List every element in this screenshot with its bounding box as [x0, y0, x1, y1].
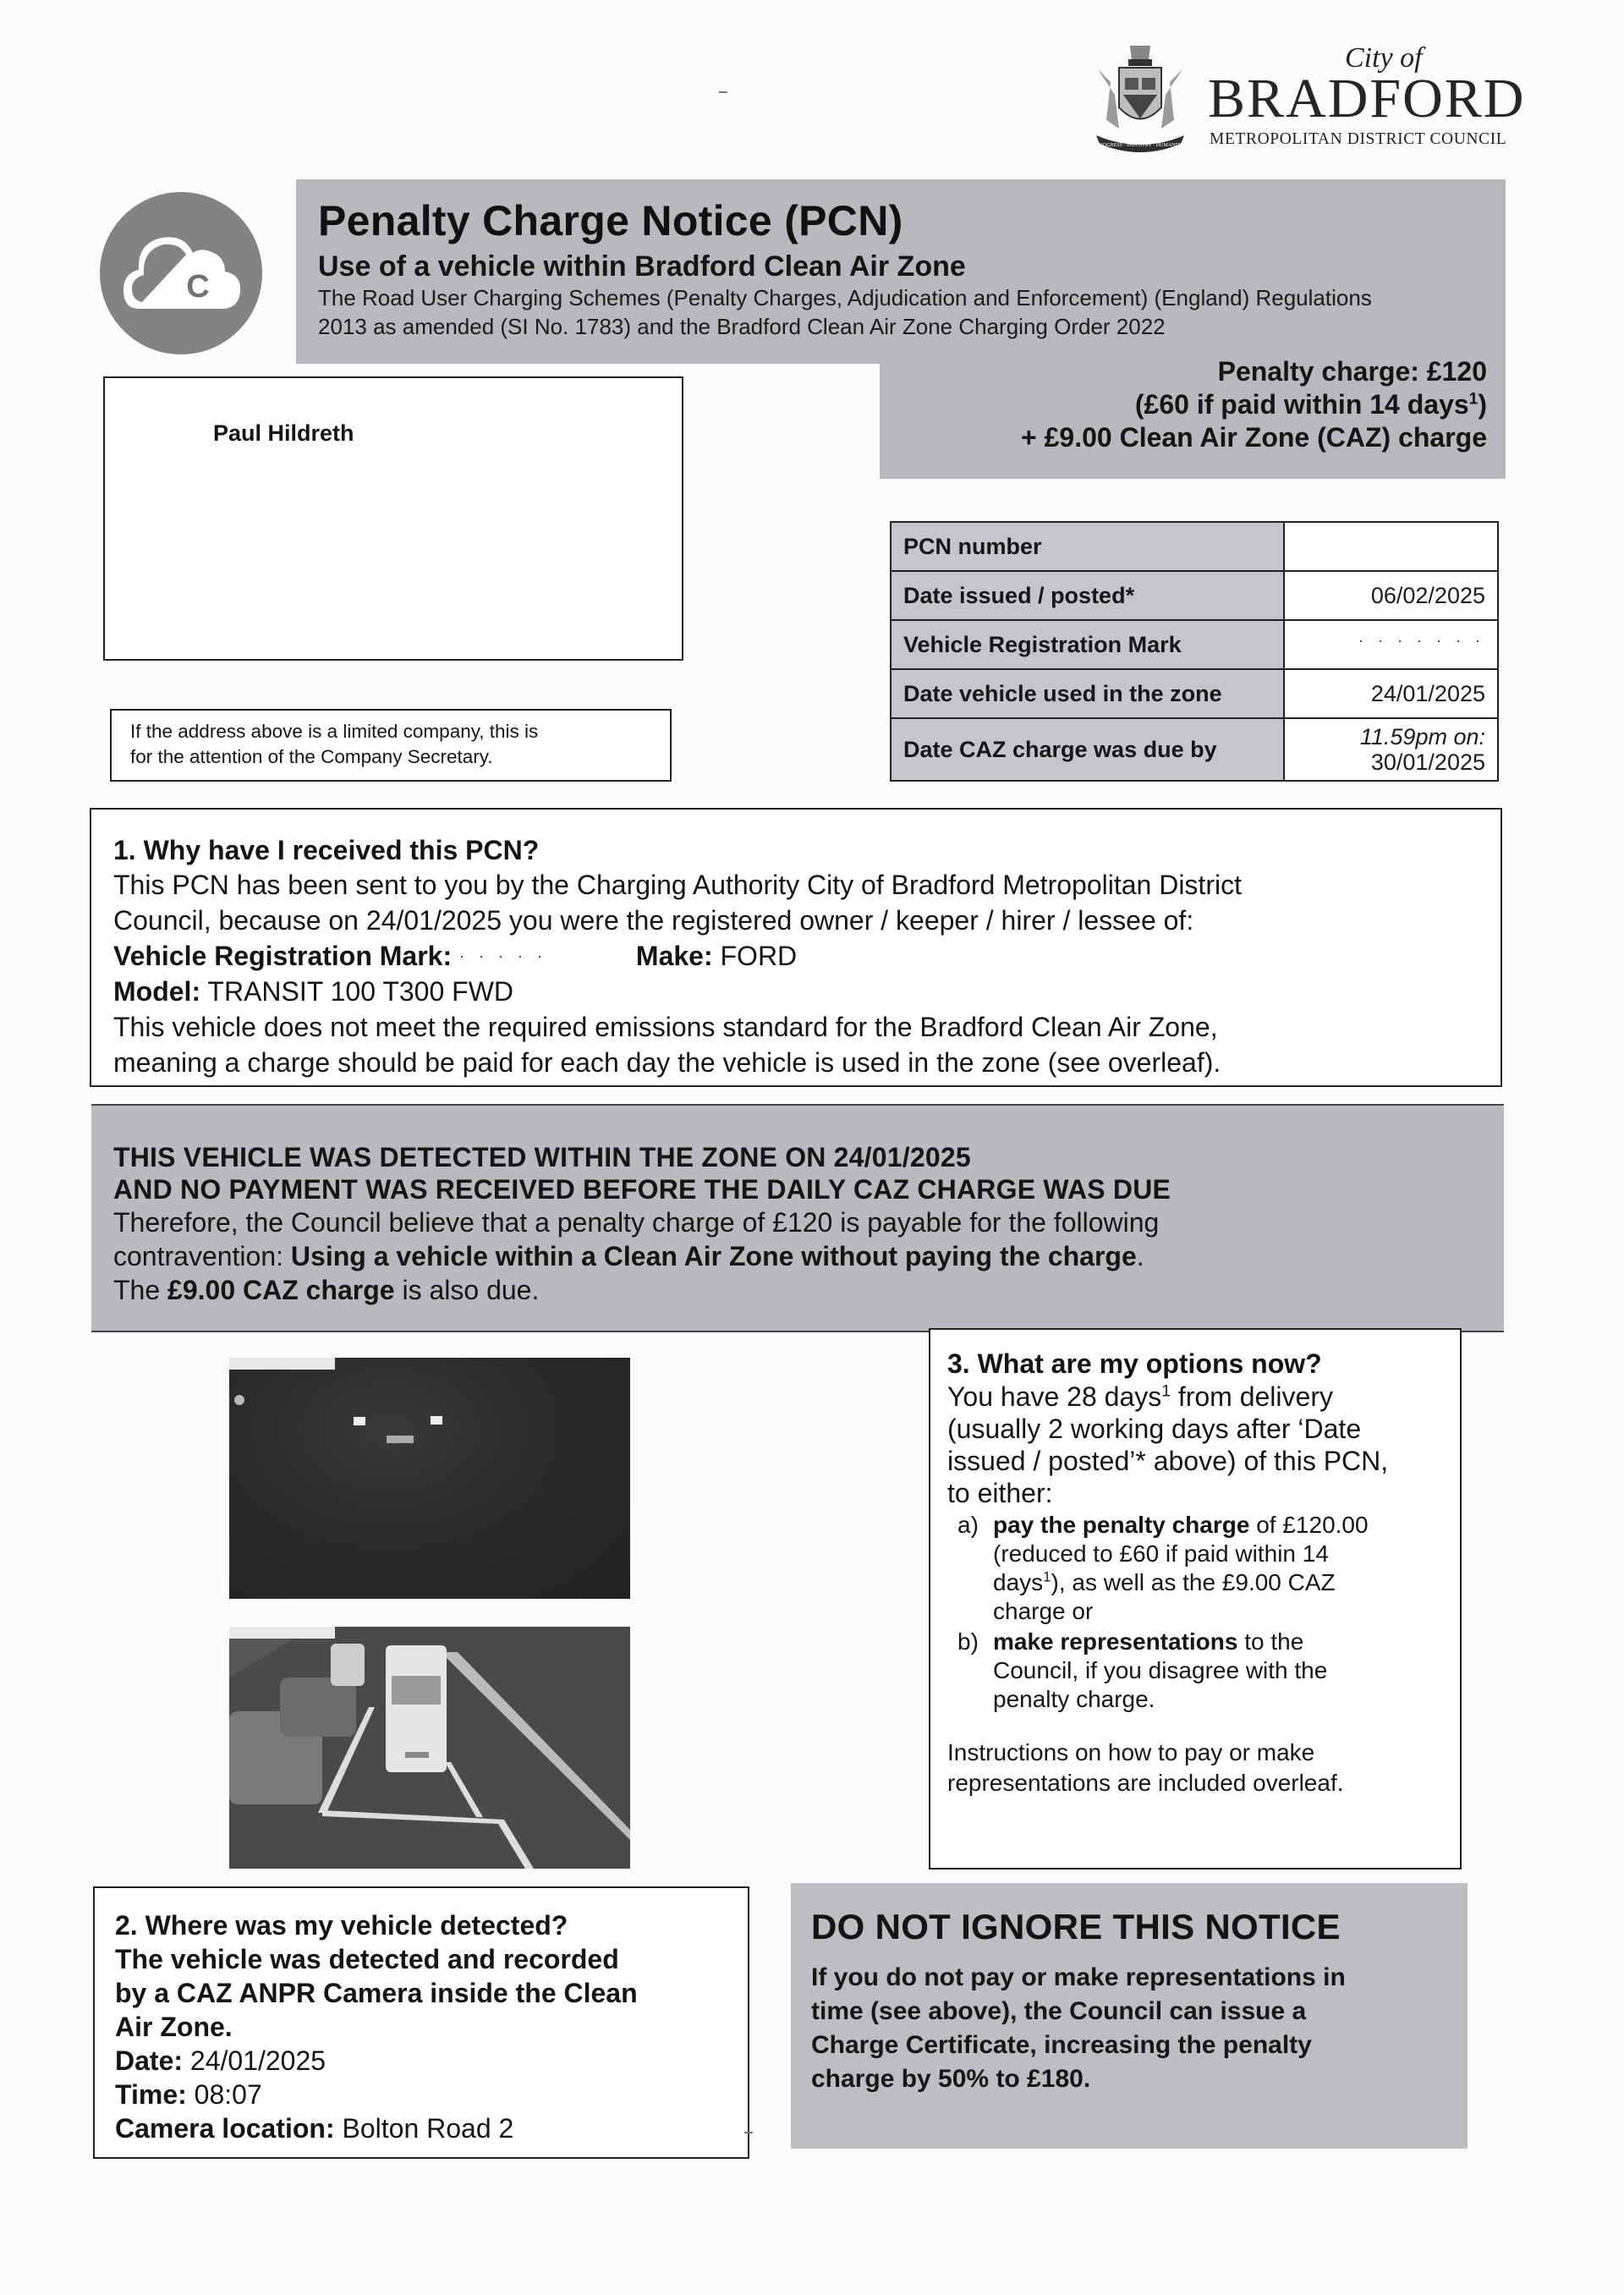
- vrm-label: Vehicle Registration Mark: [891, 620, 1284, 669]
- make-label: Make:: [635, 941, 713, 971]
- pcn-number-label: PCN number: [891, 522, 1284, 571]
- anpr-photo-plate: [229, 1358, 630, 1599]
- text-fragment: You have 28 days: [947, 1381, 1162, 1412]
- date-used-label: Date vehicle used in the zone: [891, 669, 1284, 718]
- caz-due-date: 30/01/2025: [1370, 749, 1485, 775]
- option-text: [993, 1568, 1460, 1597]
- caz-due-time: 11.59pm on:: [1359, 724, 1485, 749]
- emissions-text: This vehicle does not meet the required emissions standard for the Bradford Clean Air Zone,: [113, 1012, 1218, 1042]
- camera-caption: [229, 1627, 335, 1639]
- caz-charge-emphasis: £9.00 CAZ charge: [167, 1275, 395, 1305]
- legal-reference-line: 2013 as amended (SI No. 1783) and the Bradford Clean Air Zone Charging Order 2022: [318, 314, 1166, 339]
- footnote-marker: 1: [1468, 390, 1479, 409]
- warning-text: [811, 1961, 1447, 2096]
- time-label: Time:: [115, 2079, 187, 2110]
- camera-location: [115, 2111, 748, 2145]
- pcn-details-table: [890, 521, 1499, 782]
- footnote-marker: 1: [1161, 1382, 1171, 1401]
- caz-charge-amount: + £9.00 Clean Air Zone (CAZ) charge: [1021, 422, 1487, 453]
- option-representations-emphasis: make representations: [993, 1628, 1238, 1655]
- option-text: charge or: [993, 1598, 1094, 1624]
- option-text: penalty charge.: [993, 1686, 1155, 1712]
- caz-due-value: [1284, 718, 1498, 781]
- text-fragment: days: [993, 1569, 1044, 1595]
- warning-line: Charge Certificate, increasing the penalty: [811, 2031, 1312, 2059]
- contravention-text: Using a vehicle within a Clean Air Zone without paying the charge: [290, 1241, 1137, 1271]
- section-1-text: This PCN has been sent to you by the Charging Authority City of Bradford Metropolitan District: [113, 870, 1242, 900]
- pcn-number-value: [1284, 522, 1498, 571]
- text-fragment: The: [113, 1275, 161, 1305]
- date-used-value: 24/01/2025: [1284, 669, 1498, 718]
- text-fragment: of £120.00: [1249, 1512, 1369, 1538]
- council-logo: [1081, 36, 1526, 154]
- date-issued-value: 06/02/2025: [1284, 571, 1498, 620]
- option-marker: b): [957, 1628, 979, 1655]
- penalty-charge-amount: Penalty charge: £120: [1217, 356, 1487, 387]
- address-box: [103, 376, 683, 661]
- options-intro: [947, 1381, 1460, 1413]
- section-1-heading: 1. Why have I received this PCN?: [113, 835, 540, 865]
- discount-note: (£60 if paid within 14 days$^1$): [1134, 389, 1487, 420]
- number-plate: [387, 1436, 414, 1443]
- options-intro: (usually 2 working days after ‘Date: [947, 1414, 1362, 1444]
- model-label: Model:: [113, 976, 201, 1007]
- table-row: [891, 669, 1498, 718]
- table-row: [891, 522, 1498, 571]
- contravention-line: [113, 1239, 1504, 1273]
- council-subtitle: METROPOLITAN DISTRICT COUNCIL: [1210, 130, 1507, 148]
- instructions-line: Instructions on how to pay or make: [947, 1739, 1315, 1765]
- company-note-line: If the address above is a limited company, this is: [130, 721, 539, 742]
- detection-heading: AND NO PAYMENT WAS RECEIVED BEFORE THE DAILY CAZ CHARGE WAS DUE: [113, 1174, 1171, 1205]
- svg-text:PROGRESS · INDUSTRY · HUMANITY: PROGRESS · INDUSTRY · HUMANITY: [1096, 143, 1184, 148]
- options-intro: issued / posted’* above) of this PCN,: [947, 1446, 1389, 1476]
- detection-date: [115, 2044, 748, 2078]
- warning-line: If you do not pay or make representations in: [811, 1963, 1346, 1991]
- vehicle-model-line: [113, 974, 1501, 1009]
- do-not-ignore-warning: [791, 1883, 1468, 2149]
- company-secretary-note: [110, 709, 672, 782]
- caz-logo-letter: C: [186, 269, 210, 305]
- options-instructions: [947, 1738, 1460, 1798]
- contravention-label: contravention:: [113, 1241, 284, 1271]
- road-scene-graphic: [229, 1627, 630, 1869]
- penalty-charge-summary: [1021, 355, 1487, 454]
- page-title: Penalty Charge Notice (PCN): [318, 197, 903, 244]
- vrm-value-redacted: · · · · ·: [459, 947, 547, 964]
- make-value: FORD: [720, 941, 798, 971]
- warning-title: DO NOT IGNORE THIS NOTICE: [811, 1907, 1341, 1946]
- text-fragment: to the: [1237, 1628, 1304, 1655]
- time-value: 08:07: [194, 2079, 262, 2110]
- warning-line: time (see above), the Council can issue a: [811, 1997, 1307, 2025]
- detection-method-text: The vehicle was detected and recorded: [115, 1944, 619, 1974]
- option-text: Council, if you disagree with the: [993, 1657, 1328, 1683]
- section-where-detected: [93, 1886, 749, 2159]
- text-fragment: ), as well as the £9.00 CAZ: [1051, 1569, 1336, 1595]
- legal-reference: [318, 283, 1485, 341]
- anpr-photo-vehicle: [229, 1627, 630, 1869]
- recipient-name: Paul Hildreth: [213, 420, 354, 446]
- option-marker: a): [957, 1512, 979, 1538]
- section-1-text: Council, because on 24/01/2025 you were the registered owner / keeper / hirer / lessee of:: [113, 905, 1194, 936]
- date-issued-label: Date issued / posted*: [891, 571, 1284, 620]
- table-row: [891, 571, 1498, 620]
- options-intro: to either:: [947, 1478, 1053, 1508]
- detection-method-text: by a CAZ ANPR Camera inside the Clean: [115, 1978, 638, 2008]
- council-city-of: City of: [1345, 42, 1423, 74]
- table-row: [891, 718, 1498, 781]
- clean-air-zone-cloud-icon: [98, 190, 264, 356]
- section-3-heading: 3. What are my options now?: [947, 1348, 1322, 1379]
- model-value: TRANSIT 100 T300 FWD: [207, 976, 513, 1007]
- option-representations: [947, 1628, 1460, 1714]
- detection-heading: THIS VEHICLE WAS DETECTED WITHIN THE ZONE ON 24/01/2025: [113, 1142, 971, 1172]
- detection-text: Therefore, the Council believe that a penalty charge of £120 is payable for the following: [113, 1207, 1160, 1238]
- caz-also-due-line: [113, 1273, 1504, 1307]
- vehicle-reg-make-line: [113, 938, 1501, 974]
- detection-statement: [91, 1104, 1504, 1332]
- option-pay-emphasis: pay the penalty charge: [993, 1512, 1250, 1538]
- date-label: Date:: [115, 2045, 184, 2076]
- instructions-line: representations are included overleaf.: [947, 1770, 1344, 1796]
- footnote-marker: 1: [1043, 1568, 1051, 1585]
- emissions-text: meaning a charge should be paid for each day the vehicle is used in the zone (see overleaf).: [113, 1047, 1221, 1078]
- section-options: [929, 1328, 1462, 1869]
- section-2-heading: 2. Where was my vehicle detected?: [115, 1910, 568, 1941]
- section-why-received: [90, 808, 1502, 1087]
- table-row: [891, 620, 1498, 669]
- vrm-label: Vehicle Registration Mark:: [113, 941, 453, 971]
- detection-method-text: Air Zone.: [115, 2012, 233, 2042]
- legal-reference-line: The Road User Charging Schemes (Penalty Charges, Adjudication and Enforcement) (England) Regulations: [318, 285, 1372, 310]
- company-note-line: for the attention of the Company Secretary.: [130, 746, 493, 767]
- date-value: 24/01/2025: [189, 2045, 326, 2076]
- vrm-value-redacted: · · · · · · ·: [1284, 620, 1498, 669]
- scan-artifact: [744, 2132, 753, 2133]
- coat-of-arms-icon: [1081, 36, 1199, 154]
- detection-time: [115, 2078, 748, 2111]
- caz-due-label: Date CAZ charge was due by: [891, 718, 1284, 781]
- option-pay: [947, 1511, 1460, 1626]
- warning-line: charge by 50% to £180.: [811, 2065, 1091, 2093]
- headlights-graphic: [229, 1358, 630, 1599]
- option-text: (reduced to £60 if paid within 14: [993, 1540, 1329, 1567]
- punctuation: .: [1136, 1241, 1144, 1271]
- location-value: Bolton Road 2: [342, 2113, 514, 2144]
- text-fragment: from delivery: [1170, 1381, 1333, 1412]
- council-name: BRADFORD: [1208, 68, 1526, 129]
- page-subtitle: Use of a vehicle within Bradford Clean Air Zone: [318, 250, 966, 283]
- location-label: Camera location:: [115, 2113, 335, 2144]
- scan-artifact: [719, 91, 727, 93]
- text-fragment: is also due.: [402, 1275, 540, 1305]
